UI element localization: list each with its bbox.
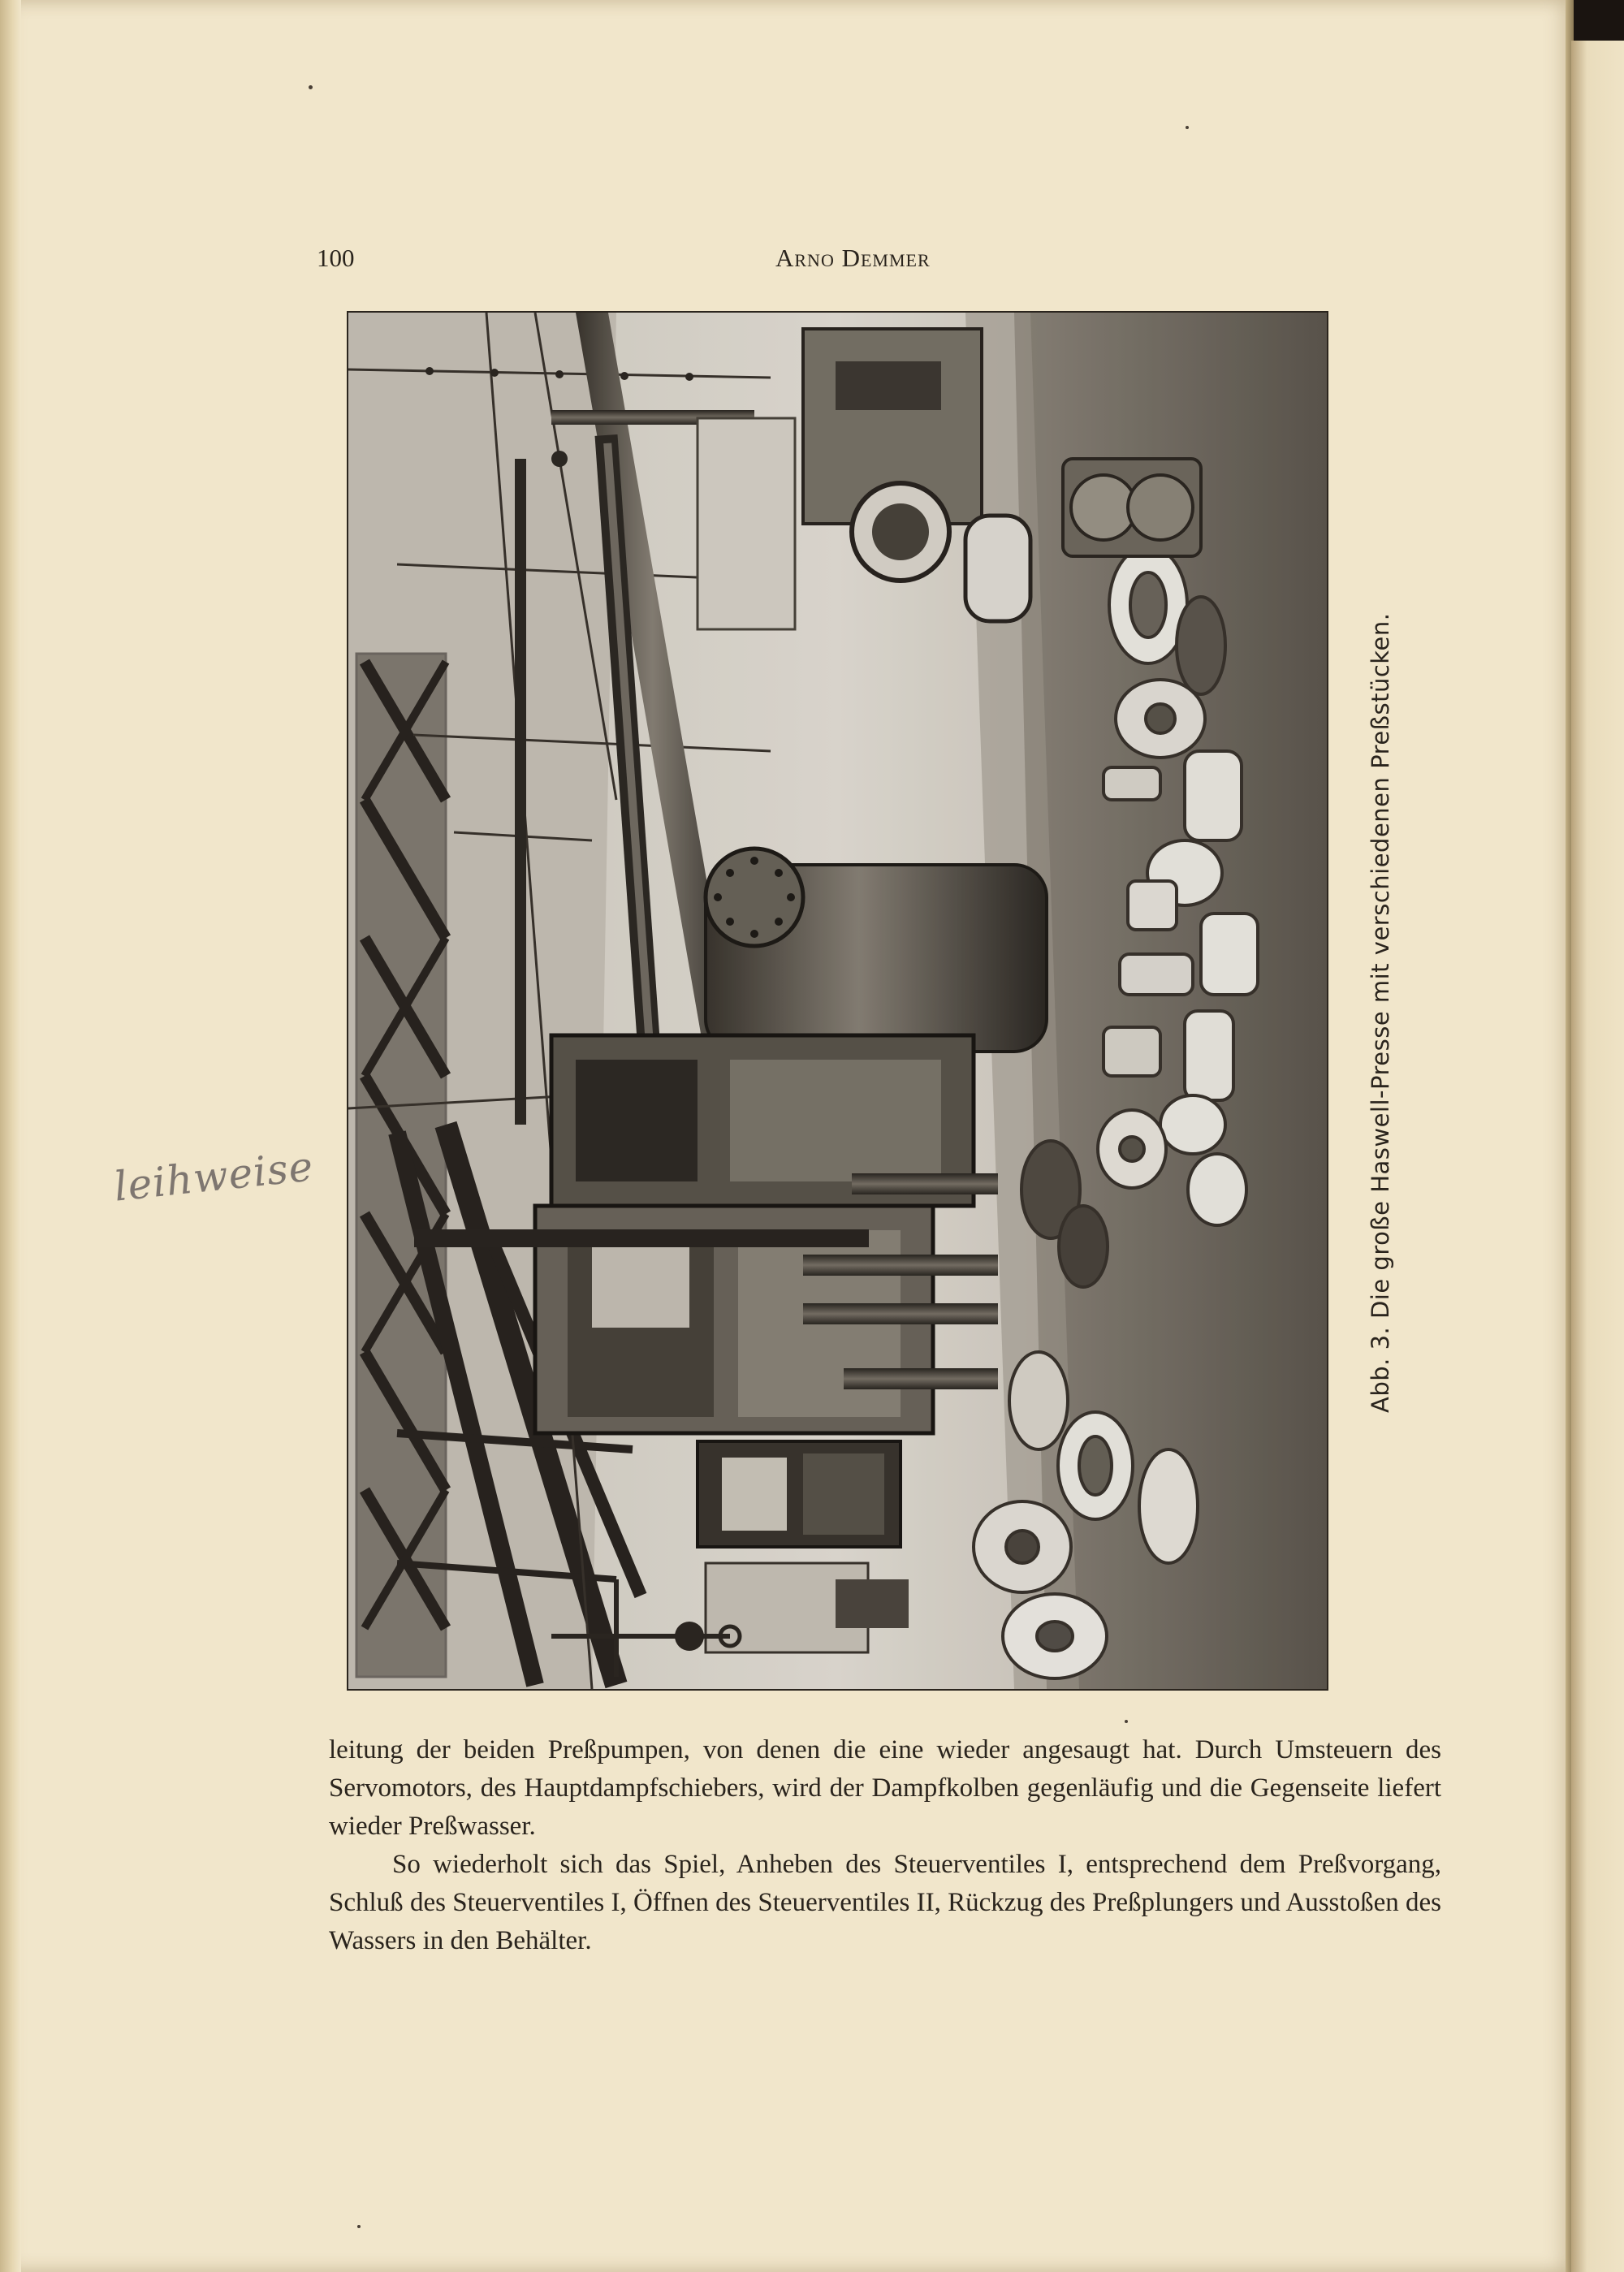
running-head-author: Arno Demmer — [775, 244, 931, 272]
paragraph-1: leitung der beiden Preßpumpen, von denen die eine wieder angesaugt hat. Durch Umsteuern des Servomotors, des Hauptdampfschiebers, wird der Dampfkolben gegenläufig und die Gegenseite liefert wieder Preßwasser. — [329, 1735, 1441, 1841]
paragraph-2: So wiederholt sich das Spiel, Anheben des Steuerventiles I, entsprechend dem Preßvorgang, Schluß des Steuerventiles I, Öffnen des Steuerventiles II, Rückzug des Preßplungers und Ausstoßen des Wassers in den Behälter. — [329, 1850, 1441, 1955]
running-head — [317, 244, 1441, 276]
handwritten-margin-note: leihweise — [111, 1142, 316, 1211]
figure-photograph — [347, 311, 1328, 1691]
figure-caption-area — [1356, 585, 1405, 1413]
body-text — [329, 1731, 1441, 1960]
adjacent-page-edge — [1571, 41, 1624, 2272]
haswell-press-photo — [348, 313, 1327, 1689]
figure-caption: Abb. 3. Die große Haswell-Presse mit verschiedenen Preßstücken. — [1367, 612, 1394, 1413]
page-number: 100 — [317, 244, 355, 272]
paper-speck — [1125, 1720, 1128, 1723]
paper-speck — [1186, 126, 1189, 129]
paper-speck — [309, 85, 313, 89]
page-edge — [0, 0, 21, 2272]
paper-speck — [357, 2225, 361, 2228]
